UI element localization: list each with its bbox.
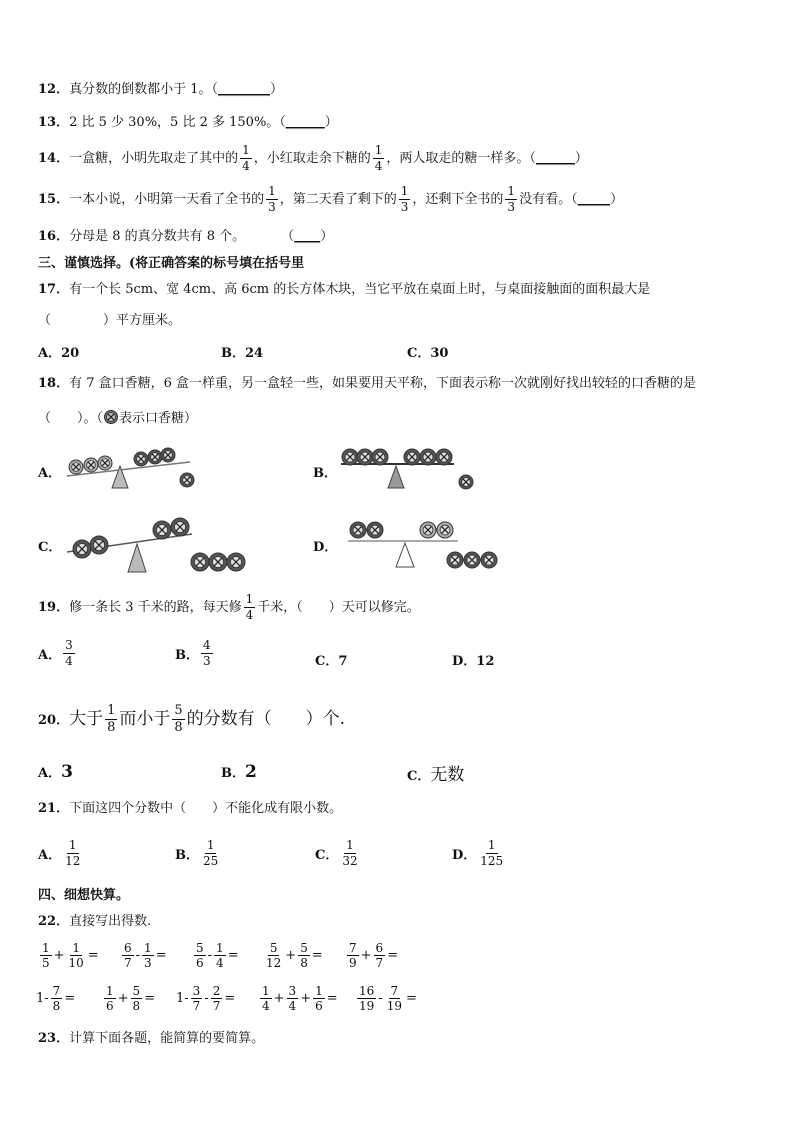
- gum-ball: [404, 449, 420, 465]
- gum-ball: [148, 450, 162, 464]
- gum-ball: [447, 552, 463, 568]
- question-17-line2: （ ）平方厘米。: [38, 313, 182, 328]
- gum-ball: [459, 475, 473, 489]
- question-16: 16．分母是 8 的真分数共有 8 个。 （____）: [38, 227, 333, 247]
- option-a[interactable]: A．20: [38, 346, 80, 361]
- calc-item: 1- $\frac{7}{8}$ =: [36, 984, 76, 1013]
- fraction: $\frac{1}{4}$: [242, 143, 250, 173]
- calc-item: $\frac{1}{5}$ + $\frac{1}{10}$ =: [42, 941, 99, 970]
- section-heading: 四、细想快算。: [38, 888, 130, 903]
- calc-item: $\frac{7}{9}$ + $\frac{6}{7}$ =: [349, 941, 399, 970]
- gum-ball: [180, 473, 194, 487]
- gum-ball: [420, 522, 436, 538]
- option-c[interactable]: C． $\frac{1}{32}$: [315, 838, 358, 868]
- calc-item: $\frac{5}{6}$ - $\frac{1}{4}$ =: [196, 941, 239, 970]
- gum-ball: [98, 456, 112, 470]
- question-18: 18．有 7 盒口香糖，6 盒一样重，另一盒轻一些，如果要用天平称，下面表示称一次就刚好找出较轻的口香糖的是: [38, 376, 697, 391]
- question-17: 17．有一个长 5cm、宽 4cm、高 6cm 的长方体木块，当它平放在桌面上时，与桌面接触面的面积最大是: [38, 282, 651, 297]
- fraction: $\frac{1}{3}$: [400, 184, 409, 214]
- gum-ball: [73, 540, 91, 558]
- option-b[interactable]: B．: [313, 466, 337, 481]
- gum-ball: [372, 449, 388, 465]
- calc-item: $\frac{5}{12}$ + $\frac{5}{8}$ =: [266, 941, 323, 970]
- option-c[interactable]: C．: [38, 540, 62, 555]
- fraction: $\frac{1}{3}$: [268, 184, 276, 214]
- gum-ball: [350, 522, 366, 538]
- option-d[interactable]: D．12: [452, 654, 495, 669]
- option-c[interactable]: C．7: [315, 654, 348, 669]
- gum-ball: [90, 536, 108, 554]
- gum-ball: [420, 449, 436, 465]
- gum-ball: [342, 449, 358, 465]
- option-c[interactable]: C．无数: [407, 765, 465, 785]
- answer-blank[interactable]: ____: [294, 229, 321, 244]
- gum-ball: [84, 458, 98, 472]
- question-14: 14．一盒糖，小明先取走了其中的 $\frac{1}{4}$ ，小红取走余下糖的 $\frac{1}{4}$ ，两人取走的糖一样多。（______）: [38, 142, 588, 176]
- question-22: 22．直接写出得数.: [38, 914, 152, 929]
- gum-ball: [171, 518, 189, 536]
- fraction: $\frac{1}{8}$: [107, 703, 116, 735]
- option-b[interactable]: B． $\frac{1}{25}$: [175, 838, 219, 868]
- gum-ball: [437, 522, 453, 538]
- option-c[interactable]: C．30: [407, 346, 449, 361]
- option-b[interactable]: B．2: [221, 762, 257, 782]
- question-19: 19．修一条长 3 千米的路，每天修 $\frac{1}{4}$ 千米，（ ）天可以修完。: [38, 592, 420, 622]
- fraction: $\frac{1}{4}$: [245, 592, 254, 622]
- option-d[interactable]: D．: [313, 540, 338, 555]
- gum-ball: [191, 553, 209, 571]
- fraction: $\frac{1}{3}$: [507, 184, 516, 214]
- calc-item: $\frac{1}{4}$ + $\frac{3}{4}$ + $\frac{1}{6}$ =: [262, 984, 338, 1013]
- calc-item: $\frac{16}{19}$ - $\frac{7}{19}$ =: [359, 984, 417, 1013]
- option-a[interactable]: A． $\frac{3}{4}$: [38, 638, 73, 668]
- answer-blank[interactable]: ______: [535, 151, 575, 166]
- question-18-line2: （ ）。（ 表示口香糖）: [38, 411, 198, 426]
- calc-item: $\frac{1}{6}$ + $\frac{5}{8}$ =: [106, 984, 156, 1013]
- gum-ball: [209, 553, 227, 571]
- section-heading: 三、谨慎选择。(将正确答案的标号填在括号里: [38, 256, 305, 271]
- gum-ball: [161, 448, 175, 462]
- question-20: 20．大于 $\frac{1}{8}$ 而小于 $\frac{5}{8}$ 的分数有（ ）个.: [38, 703, 346, 735]
- fraction: $\frac{1}{4}$: [374, 143, 383, 173]
- calc-item: 1- $\frac{3}{7}$ - $\frac{2}{7}$ =: [176, 984, 236, 1013]
- answer-blank[interactable]: ______: [285, 115, 325, 130]
- question-21: 21．下面这四个分数中（ ）不能化成有限小数。: [38, 801, 343, 816]
- gum-ball: [227, 553, 245, 571]
- question-15: 15．一本小说，小明第一天看了全书的 $\frac{1}{3}$ ，第二天看了剩下的 $\frac{1}{3}$ ，还剩下全书的 $\frac{1}{3}$ 没有看。（_____）: [38, 183, 623, 217]
- gum-ball: [357, 449, 373, 465]
- gum-ball: [436, 449, 452, 465]
- gum-ball: [464, 552, 480, 568]
- option-b[interactable]: B． $\frac{4}{3}$: [175, 638, 211, 668]
- gum-ball: [153, 521, 171, 539]
- option-a[interactable]: A．3: [38, 762, 73, 782]
- option-d[interactable]: D． $\frac{1}{125}$: [452, 838, 504, 868]
- gum-ball: [69, 460, 83, 474]
- gum-ball: [367, 522, 383, 538]
- gum-ball: [134, 452, 148, 466]
- option-b[interactable]: B．24: [221, 346, 264, 361]
- question-23: 23．计算下面各题，能简算的要简算。: [38, 1031, 265, 1046]
- answer-blank[interactable]: _____: [577, 192, 611, 207]
- fraction: $\frac{5}{8}$: [174, 703, 183, 735]
- question-12: 12．真分数的倒数都小于 1。（________）: [38, 80, 283, 100]
- calc-item: $\frac{6}{7}$ - $\frac{1}{3}$ =: [124, 941, 167, 970]
- option-a[interactable]: A．: [38, 466, 62, 481]
- question-13: 13．2 比 5 少 30%，5 比 2 多 150%。（______）: [38, 113, 338, 133]
- option-a[interactable]: A． $\frac{1}{12}$: [38, 838, 81, 868]
- gum-ball: [481, 552, 497, 568]
- answer-blank[interactable]: ________: [218, 82, 270, 97]
